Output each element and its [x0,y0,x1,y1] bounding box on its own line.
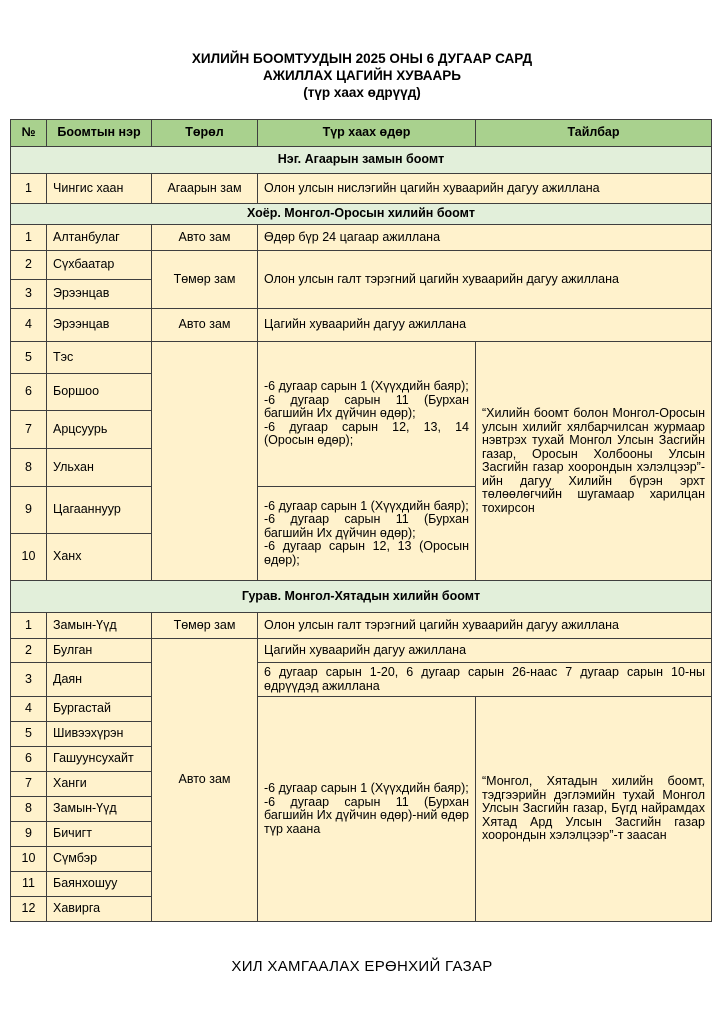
closure-cell: Өдөр бүр 24 цагаар ажиллана [258,225,712,251]
port-name: Боршоо [47,374,152,411]
section-title: Нэг. Агаарын замын боомт [11,147,712,174]
port-name: Цагааннуур [47,487,152,534]
row-num: 1 [11,225,47,251]
section-title: Хоёр. Монгол-Оросын хилийн боомт [11,204,712,225]
header-row [11,120,712,147]
port-name: Ульхан [47,449,152,487]
port-name: Чингис хаан [47,174,152,204]
port-name: Бургастай [47,697,152,722]
port-name: Замын-Үүд [47,797,152,822]
table-row [11,174,712,204]
document-title [0,50,724,101]
closure-cell: Олон улсын нислэгийн цагийн хуваарийн дагуу ажиллана [258,174,712,204]
port-type: Төмөр зам [152,251,258,309]
port-name: Сүхбаатар [47,251,152,280]
note-cell: “Монгол, Хятадын хилийн боомт, тэдгээрийн дэглэмийн тухай Монгол Улсын Засгийн газар, Бүгд найрамдах Хятад Ард Улсын Засгийн газар хоорондын хэлэлцээр”-т заасан [476,697,712,922]
table-row [11,251,712,280]
port-name: Булган [47,639,152,663]
closure-cell: Цагийн хуваарийн дагуу ажиллана [258,309,712,342]
port-name: Бичигт [47,822,152,847]
closure-cell: Олон улсын галт тэрэгний цагийн хуваарийн дагуу ажиллана [258,251,712,309]
row-num: 9 [11,487,47,534]
row-num: 2 [11,639,47,663]
title-line-3: (түр хаах өдрүүд) [303,85,421,100]
closure-cell: -6 дугаар сарын 1 (Хүүхдийн баяр); -6 дугаар сарын 11 (Бурхан багшийн Их дүйчин өдөр)-ний өдөр түр хаана [258,697,476,922]
closure-cell: -6 дугаар сарын 1 (Хүүхдийн баяр); -6 дугаар сарын 11 (Бурхан багшийн Их дүйчин өдөр); -6 дугаар сарын 12, 13 (Оросын өдөр); [258,487,476,581]
closure-cell: -6 дугаар сарын 1 (Хүүхдийн баяр); -6 дугаар сарын 11 (Бурхан багшийн Их дүйчин өдөр); -6 дугаар сарын 12, 13, 14 (Оросын өдөр); [258,342,476,487]
port-name: Шивээхүрэн [47,722,152,747]
row-num: 7 [11,411,47,449]
row-num: 7 [11,772,47,797]
port-name: Тэс [47,342,152,374]
port-name: Ханги [47,772,152,797]
header-note: Тайлбар [476,120,712,147]
table-row [11,342,712,374]
section-title: Гурав. Монгол-Хятадын хилийн боомт [11,581,712,613]
row-num: 5 [11,342,47,374]
row-num: 9 [11,822,47,847]
port-name: Хавирга [47,897,152,922]
title-line-2: АЖИЛЛАХ ЦАГИЙН ХУВААРЬ [263,68,461,83]
footer-organization: ХИЛ ХАМГААЛАХ ЕРӨНХИЙ ГАЗАР [231,958,493,975]
port-type: Авто зам [152,639,258,922]
closure-cell: Цагийн хуваарийн дагуу ажиллана [258,639,712,663]
note-cell: “Хилийн боомт болон Монгол-Оросын улсын хилийг хялбарчилсан журмаар нэвтрэх тухай Монгол Улсын Засгийн газар, Оросын Холбооны Улсын Засгийн газар хоорондын хэлэлцээр”-ийн дагуу Хилийн бүрэн эрхт төлөөлөгчийн шугамаар харилцан тохирсон [476,342,712,581]
port-type: Авто зам [152,225,258,251]
port-name: Гашуунсухайт [47,747,152,772]
row-num: 12 [11,897,47,922]
port-type: Агаарын зам [152,174,258,204]
header-closure: Түр хаах өдөр [258,120,476,147]
row-num: 1 [11,613,47,639]
port-name: Даян [47,663,152,697]
row-num: 8 [11,797,47,822]
section-row [11,581,712,613]
header-name: Боомтын нэр [47,120,152,147]
table-row [11,639,712,663]
header-type: Төрөл [152,120,258,147]
row-num: 4 [11,309,47,342]
row-num: 6 [11,374,47,411]
port-name: Арцсуурь [47,411,152,449]
row-num: 3 [11,280,47,309]
port-name: Ханх [47,534,152,581]
table-row [11,225,712,251]
schedule-table [10,119,712,922]
row-num: 2 [11,251,47,280]
row-num: 5 [11,722,47,747]
table-row [11,613,712,639]
section-row [11,204,712,225]
row-num: 3 [11,663,47,697]
closure-cell: Олон улсын галт тэрэгний цагийн хуваарийн дагуу ажиллана [258,613,712,639]
row-num: 10 [11,534,47,581]
port-name: Баянхошуу [47,872,152,897]
port-type-empty [152,342,258,581]
table-row [11,663,712,697]
title-line-1: ХИЛИЙН БООМТУУДЫН 2025 ОНЫ 6 ДУГААР САРД [191,51,533,66]
port-type: Авто зам [152,309,258,342]
header-num: № [11,120,47,147]
row-num: 4 [11,697,47,722]
row-num: 11 [11,872,47,897]
port-type: Төмөр зам [152,613,258,639]
port-name: Эрээнцав [47,280,152,309]
row-num: 8 [11,449,47,487]
row-num: 6 [11,747,47,772]
row-num: 1 [11,174,47,204]
closure-cell: 6 дугаар сарын 1-20, 6 дугаар сарын 26-наас 7 дугаар сарын 10-ны өдрүүдэд ажиллана [258,663,712,697]
row-num: 10 [11,847,47,872]
port-name: Сүмбэр [47,847,152,872]
table-row [11,697,712,722]
port-name: Эрээнцав [47,309,152,342]
port-name: Замын-Үүд [47,613,152,639]
port-name: Алтанбулаг [47,225,152,251]
table-row [11,309,712,342]
section-row [11,147,712,174]
